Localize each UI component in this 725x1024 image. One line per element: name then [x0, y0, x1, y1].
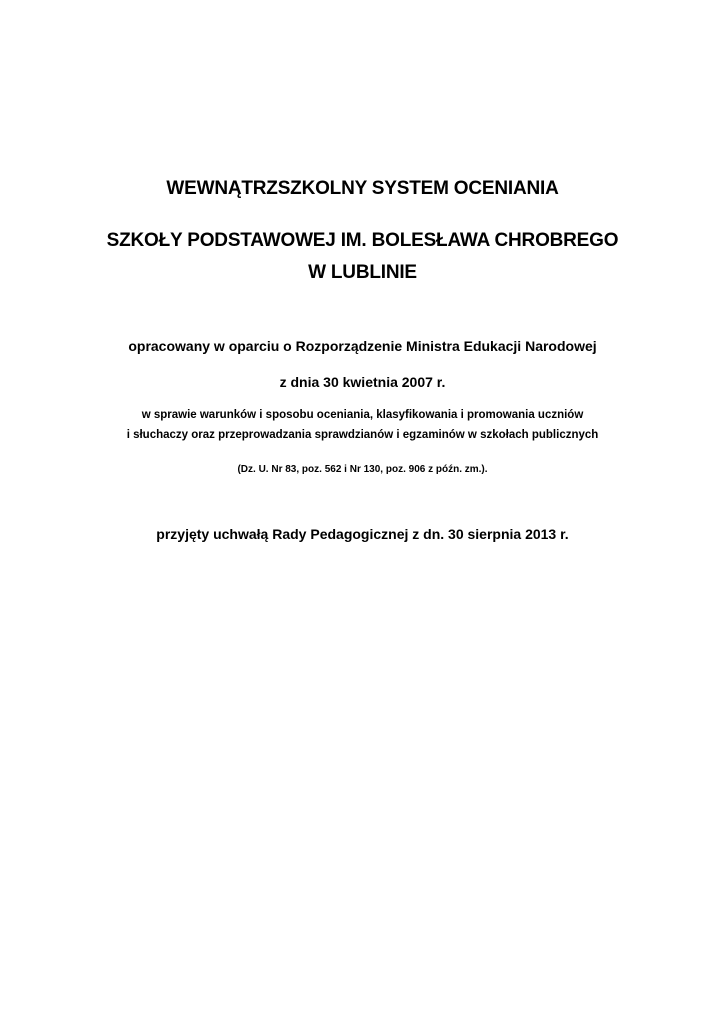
date-line: z dnia 30 kwietnia 2007 r.	[279, 374, 446, 390]
document-title-line-1: WEWNĄTRZSZKOLNY SYSTEM OCENIANIA	[166, 178, 559, 199]
document-title-line-2: SZKOŁY PODSTAWOWEJ IM. BOLESŁAWA CHROBREGO	[106, 230, 619, 251]
legal-reference: (Dz. U. Nr 83, poz. 562 i Nr 130, poz. 906 z późn. zm.).	[237, 464, 488, 475]
basis-line: opracowany w oparciu o Rozporządzenie Ministra Edukacji Narodowej	[128, 338, 597, 354]
subject-line-1: w sprawie warunków i sposobu oceniania, klasyfikowania i promowania uczniów	[141, 409, 584, 421]
document-title-line-3: W LUBLINIE	[308, 262, 417, 283]
adoption-line: przyjęty uchwałą Rady Pedagogicznej z dn. 30 sierpnia 2013 r.	[156, 526, 569, 542]
subject-line-2: i słuchaczy oraz przeprowadzania sprawdzianów i egzaminów w szkołach publicznych	[126, 429, 599, 441]
